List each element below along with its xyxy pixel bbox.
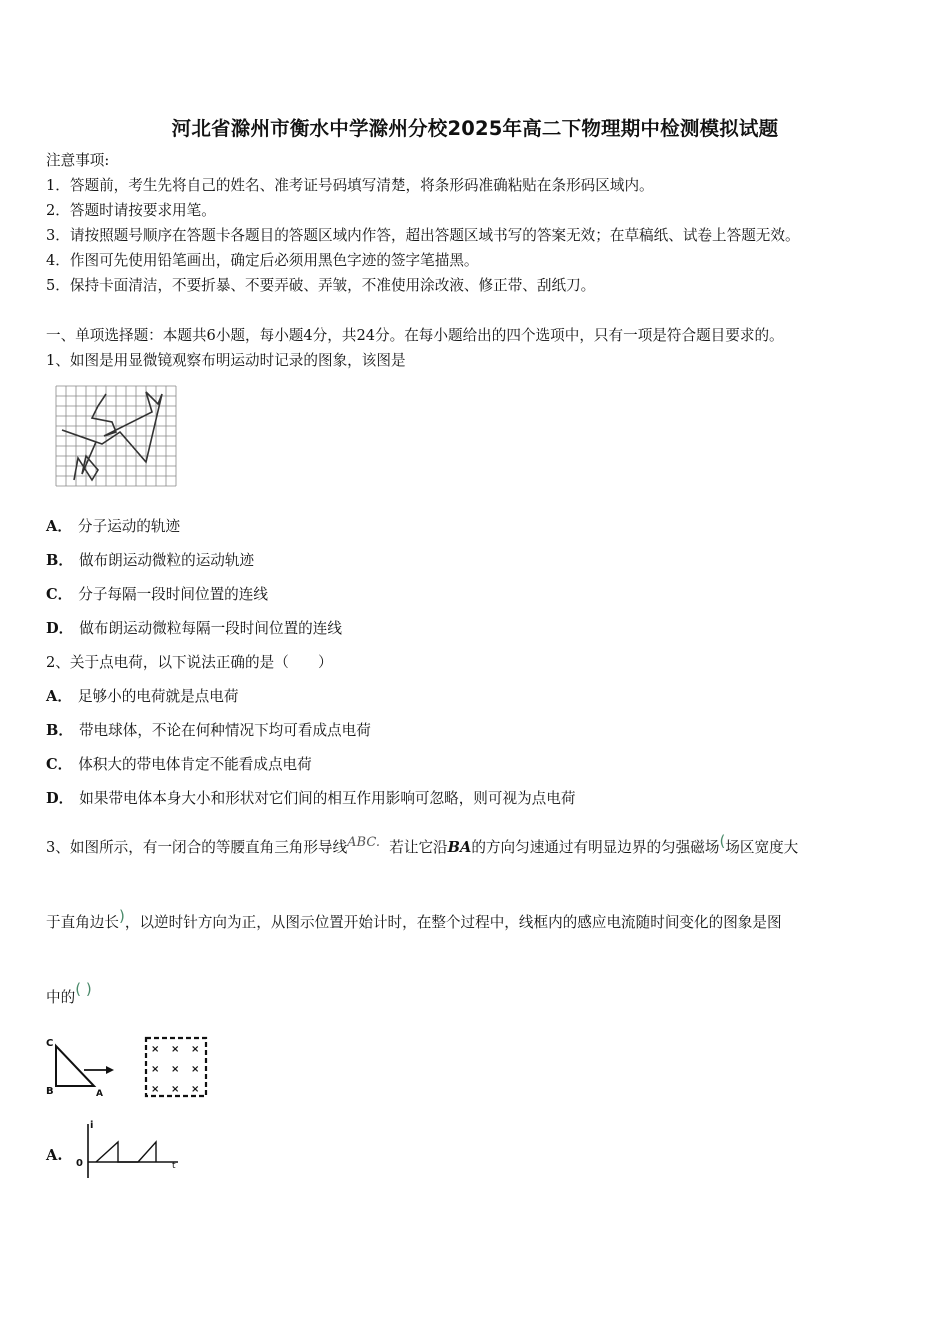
brownian-motion-figure [54,384,180,490]
q3-option-a-label[interactable] [46,1146,68,1166]
q1-option-c[interactable] [46,585,268,605]
option-text: 足够小的电荷就是点电荷 [77,688,239,705]
q3-stem-b: 若让它沿 [389,839,448,856]
option-label: C． [46,586,73,603]
q3-line2b: ，以逆时针方向为正，从图示位置开始计时，在整个过程中，线框内的感应电流随时间变化的图象是图 [124,914,782,931]
label-c: C [46,1038,54,1049]
q1-option-d[interactable] [46,619,342,639]
svg-text:×: × [151,1084,160,1095]
q2-option-b[interactable] [46,721,371,741]
option-label: C． [46,756,73,773]
q3-stem-line3 [46,980,92,1008]
notice-item-5: 5．保持卡面清洁，不要折暴、不要弄破、弄皱，不准使用涂改液、修正带、刮纸刀。 [46,277,596,294]
notice-heading: 注意事项: [46,152,110,169]
option-label: D． [46,790,74,807]
option-label: A. [46,1147,63,1164]
label-b: B [46,1086,54,1097]
q3-line2: 于直角边长 [46,914,119,931]
option-label: A． [46,518,72,535]
q2-stem: 2、关于点电荷，以下说法正确的是（ ） [46,654,333,671]
option-label: D． [46,620,74,637]
q3-line3: 中的 [46,989,76,1006]
q3-abc-formula: ABC. [347,835,380,850]
q1-option-a[interactable] [46,517,180,537]
q2-option-d[interactable] [46,789,575,809]
option-text: 体积大的带电体肯定不能看成点电荷 [78,756,312,773]
option-text: 做布朗运动微粒每隔一段时间位置的连线 [79,620,342,637]
svg-text:×: × [171,1064,180,1075]
notice-item-3: 3．请按照题号顺序在答题卡各题目的答题区域内作答，超出答题区域书写的答案无效；在草稿纸、试卷上答题无效。 [46,227,800,244]
option-text: 带电球体，不论在何种情况下均可看成点电荷 [78,722,371,739]
option-label: A． [46,688,72,705]
q3-stem-c: 的方向匀速通过有明显边界的匀强磁场 [471,839,720,856]
q3-option-a-graph[interactable] [74,1118,184,1182]
option-text: 分子每隔一段时间位置的连线 [78,586,268,603]
section-heading: 一、单项选择题：本题共6小题，每小题4分，共24分。在每小题给出的四个选项中，只有一项是符合题目要求的。 [46,327,784,344]
svg-text:×: × [171,1084,180,1095]
q3-paren-open: ( [719,832,726,850]
q3-stem-line2 [46,907,782,933]
label-a: A [96,1089,103,1099]
graph-label-o: 0 [76,1158,83,1169]
triangle-loop-figure [44,1034,124,1100]
q3-paren-pair: ( ) [75,980,92,998]
svg-text:×: × [191,1064,200,1075]
magnetic-field-figure [143,1035,209,1099]
q1-option-b[interactable] [46,551,254,571]
option-text: 分子运动的轨迹 [77,518,181,535]
svg-text:×: × [151,1064,160,1075]
option-label: B． [46,552,73,569]
q2-option-a[interactable] [46,687,238,707]
notice-item-2: 2．答题时请按要求用笔。 [46,202,216,219]
page-title: 河北省滁州市衡水中学滁州分校2025年高二下物理期中检测模拟试题 [171,117,779,140]
svg-text:×: × [171,1044,180,1055]
q1-stem: 1、如图是用显微镜观察布明运动时记录的图象，该图是 [46,352,406,369]
svg-text:×: × [191,1044,200,1055]
q3-ba: BA [447,839,472,856]
svg-text:×: × [191,1084,200,1095]
q3-stem-line1 [46,832,799,859]
option-label: B． [46,722,73,739]
q2-option-c[interactable] [46,755,312,775]
option-text: 如果带电体本身大小和形状对它们间的相互作用影响可忽略，则可视为点电荷 [79,790,576,807]
svg-text:×: × [151,1044,160,1055]
q3-stem-d: 场区宽度大 [725,839,799,856]
option-text: 做布朗运动微粒的运动轨迹 [78,552,255,569]
notice-item-1: 1．答题前，考生先将自己的姓名、准考证号码填写清楚，将条形码准确粘贴在条形码区域内。 [46,177,654,194]
q3-stem-a: 3、如图所示，有一闭合的等腰直角三角形导线 [46,839,348,856]
notice-item-4: 4．作图可先使用铅笔画出，确定后必须用黑色字迹的签字笔描黑。 [46,252,479,269]
q3-paren-close: ) [118,907,125,925]
graph-label-t: t [172,1161,176,1171]
graph-label-i: i [90,1120,94,1131]
